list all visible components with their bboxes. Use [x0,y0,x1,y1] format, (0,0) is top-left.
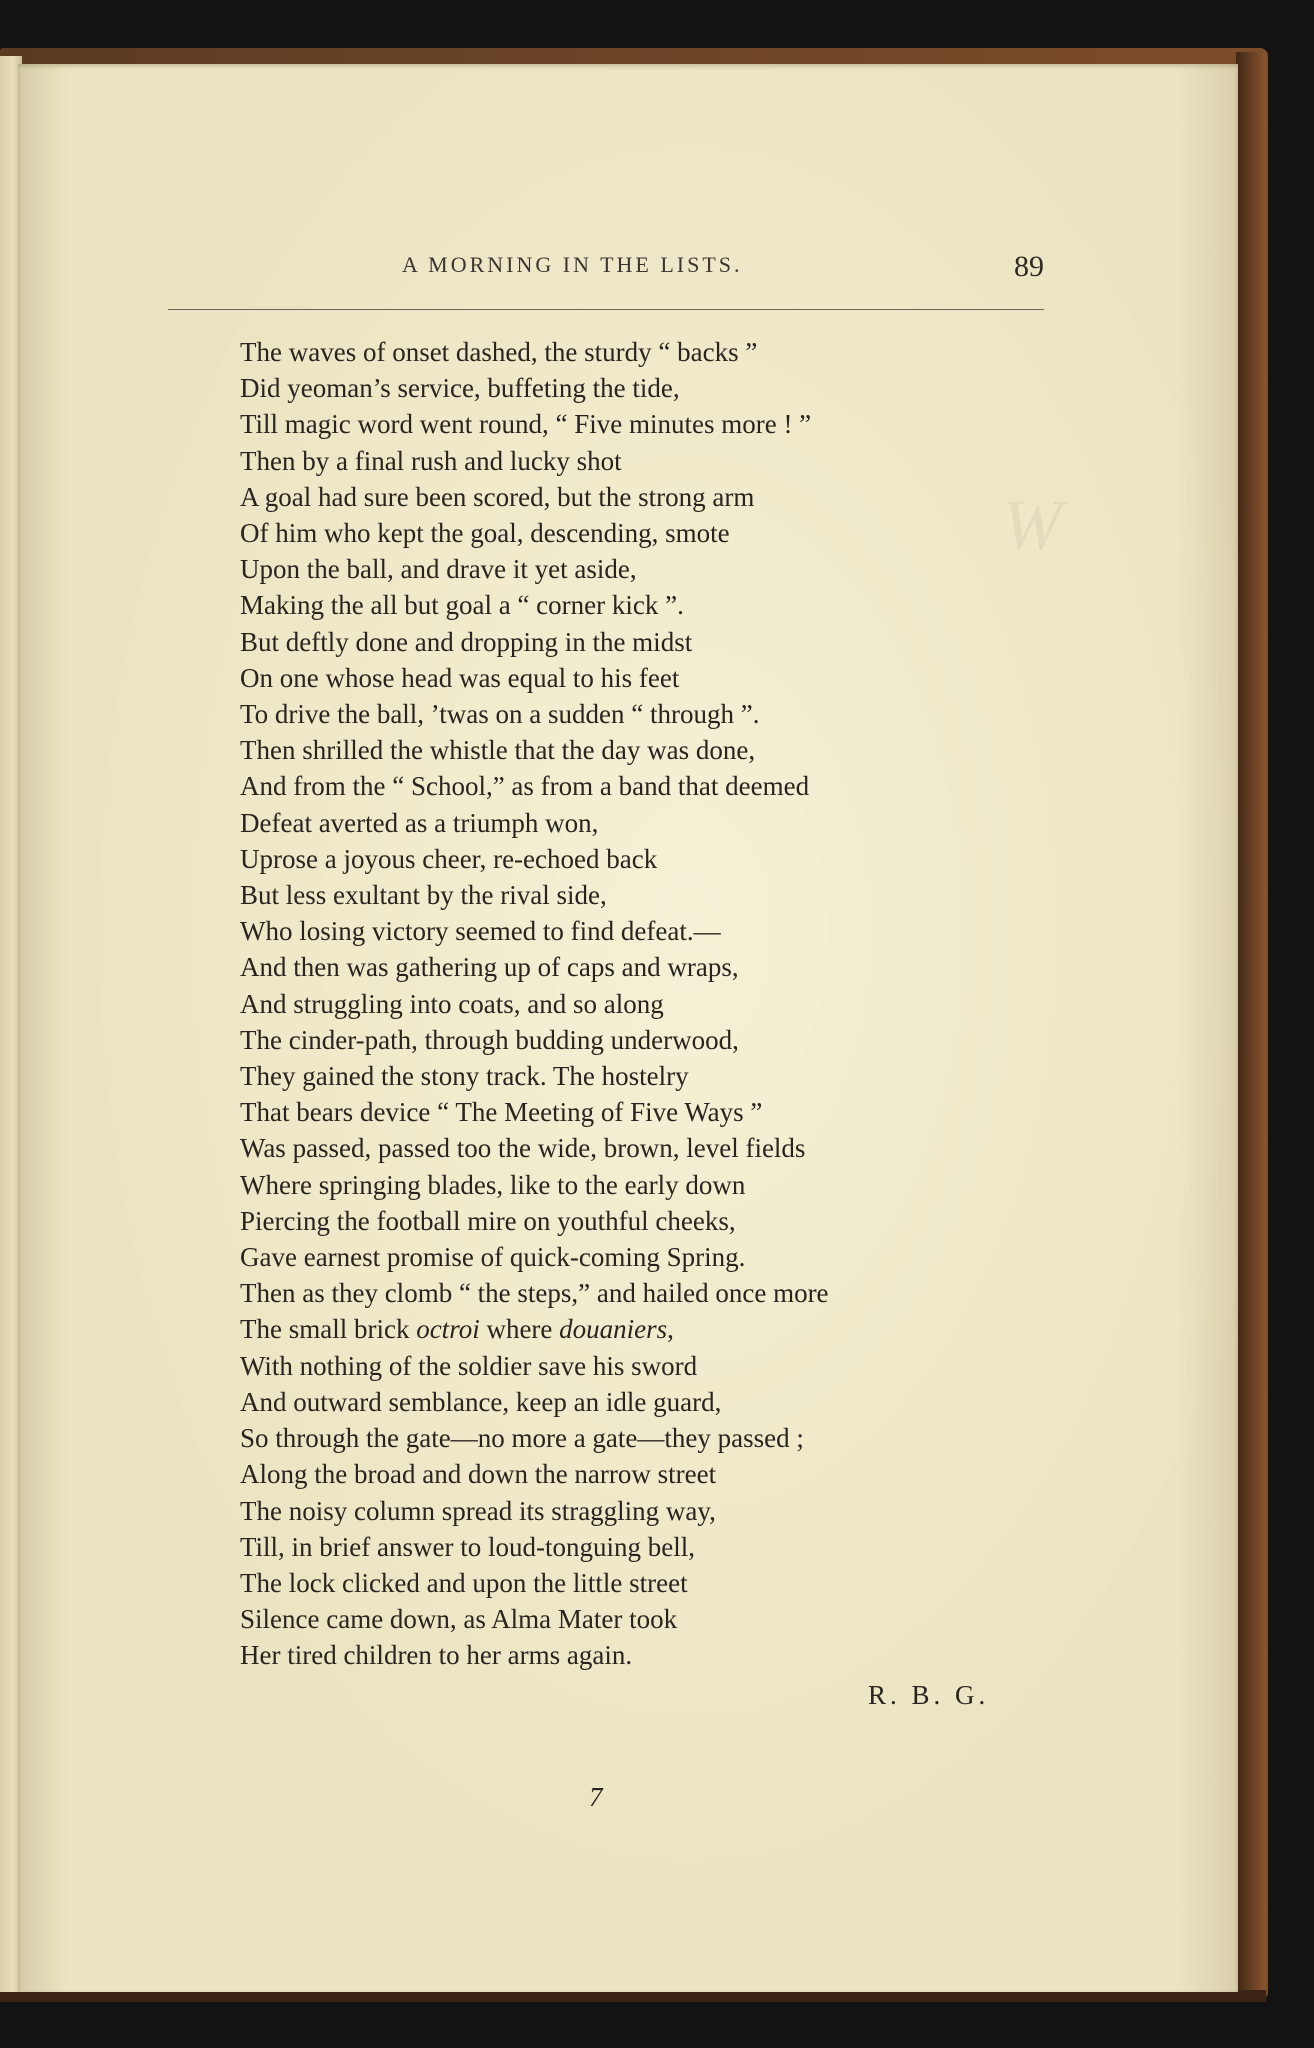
poem-line: Was passed, passed too the wide, brown, level fields [240,1133,806,1164]
poem-line: With nothing of the soldier save his sword [240,1350,698,1381]
line-text: where [479,1314,560,1345]
poem-line: Then by a final rush and lucky shot [240,445,622,476]
poem-line: Till, in brief answer to loud-tonguing bell, [240,1531,695,1562]
poem-body [240,334,829,1674]
poem-line: The lock clicked and upon the little street [240,1567,688,1598]
poem-line: But deftly done and dropping in the midst [240,626,693,657]
poem-line-italic-terms [240,1311,829,1347]
poem-line: Did yeoman’s service, buffeting the tide, [240,373,680,404]
poem-line: They gained the stony track. The hostelry [240,1061,689,1092]
italic-term-douaniers: douaniers [559,1314,668,1345]
page-number: 89 [1014,250,1044,283]
author-initials: R. B. G. [868,1680,990,1710]
poem-line: But less exultant by the rival side, [240,880,607,911]
line-text: The small brick [240,1314,417,1345]
poem-line: Where springing blades, like to the early down [240,1169,746,1200]
header-rule [168,309,1044,310]
poem-line: Her tired children to her arms again. [240,1640,633,1671]
poem-line: Uprose a joyous cheer, re-echoed back [240,843,658,874]
poem-line: And then was gathering up of caps and wraps, [240,952,739,983]
poem-line: And outward semblance, keep an idle guard, [240,1386,722,1417]
poem-line: Till magic word went round, “ Five minutes more ! ” [240,409,812,440]
poem-line: The noisy column spread its straggling way, [240,1495,716,1526]
poem-line: Silence came down, as Alma Mater took [240,1604,678,1635]
line-text: , [667,1314,674,1345]
show-through-letter: W [1002,485,1062,565]
poem-line: The cinder-path, through budding underwood, [240,1024,739,1055]
cover-edge-right [1236,52,1266,1996]
poem-line: To drive the ball, ’twas on a sudden “ through ”. [240,699,760,730]
italic-term-octroi: octroi [416,1314,480,1345]
poem-line: Of him who kept the goal, descending, smote [240,518,730,549]
poem-line: Along the broad and down the narrow street [240,1459,717,1490]
poem-line: Defeat averted as a triumph won, [240,807,599,838]
gathering-signature-mark: 7 [589,1782,603,1812]
running-head: A MORNING IN THE LISTS. [402,252,743,277]
poem-line: That bears device “ The Meeting of Five Ways ” [240,1097,763,1128]
poem-line: Then as they clomb “ the steps,” and hailed once more [240,1278,829,1309]
poem-line: And struggling into coats, and so along [240,988,664,1019]
poem-line: Then shrilled the whistle that the day was done, [240,735,756,766]
poem-line: Making the all but goal a “ corner kick ”. [240,590,684,621]
poem-line: And from the “ School,” as from a band that deemed [240,771,810,802]
poem-line: Gave earnest promise of quick-coming Spring. [240,1242,746,1273]
poem-line: The waves of onset dashed, the sturdy “ backs ” [240,337,758,367]
poem-line: Piercing the football mire on youthful cheeks, [240,1205,736,1236]
poem-line: A goal had sure been scored, but the strong arm [240,481,755,512]
poem-line: On one whose head was equal to his feet [240,662,680,693]
poem-line: So through the gate—no more a gate—they passed ; [240,1423,804,1454]
poem-line: Who losing victory seemed to find defeat.— [240,916,721,947]
poem-line: Upon the ball, and drave it yet aside, [240,554,637,585]
